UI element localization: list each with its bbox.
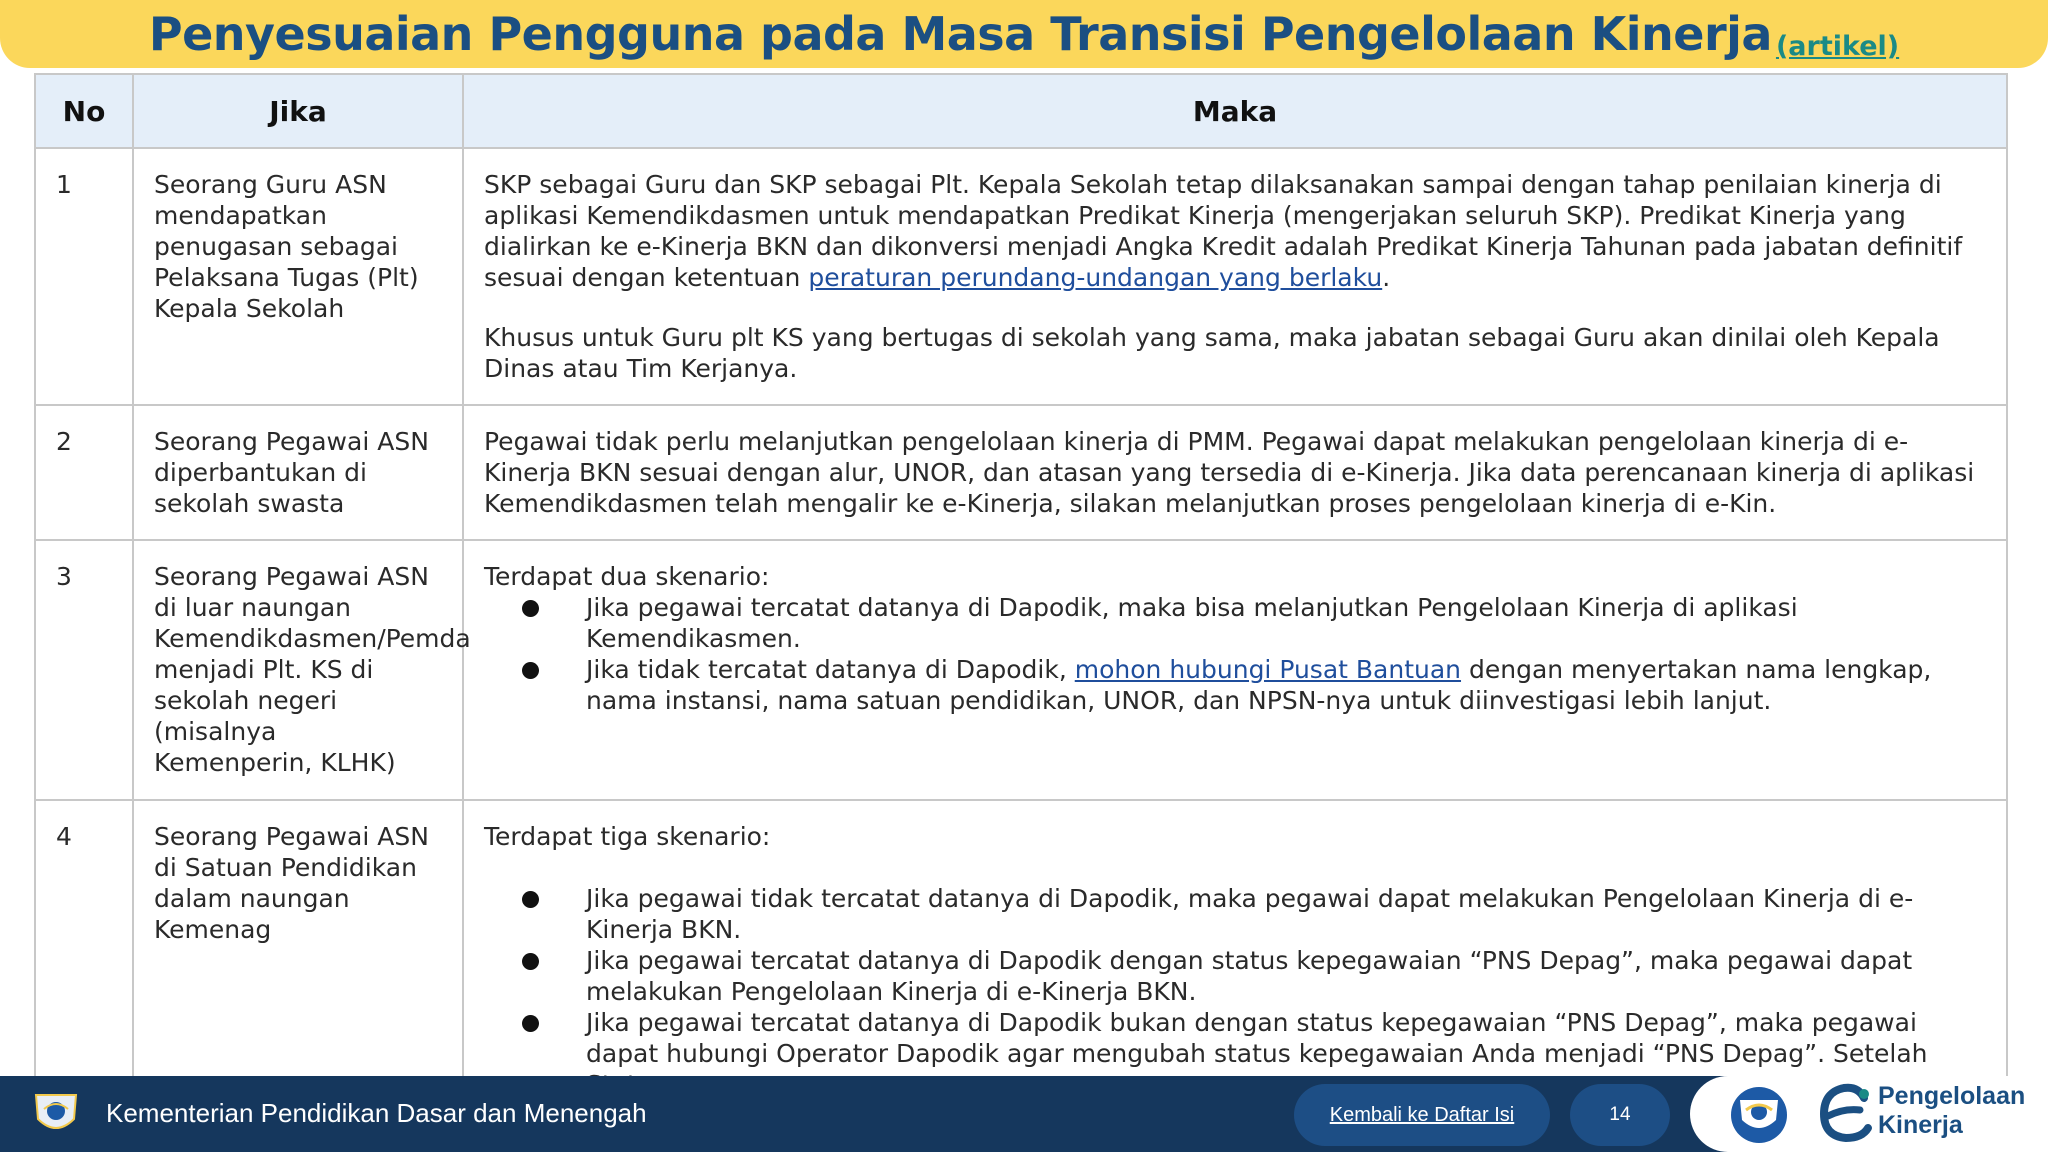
action-text-end: . (1382, 263, 1391, 292)
action-cell (463, 540, 2007, 800)
row-number: 2 (35, 405, 133, 540)
action-paragraph (484, 169, 1986, 293)
ministry-emblem-icon (1726, 1086, 1792, 1148)
article-link[interactable]: (artikel) (1775, 31, 1900, 62)
row-number: 3 (35, 540, 133, 800)
row-number: 4 (35, 800, 133, 1121)
regulation-link[interactable]: peraturan perundang-undangan yang berlaku (808, 263, 1383, 292)
table-header-row (35, 74, 2007, 148)
condition-cell: Seorang Pegawai ASN di Satuan Pendidikan dalam naungan Kemenag (133, 800, 463, 1121)
transition-table (34, 73, 2008, 1122)
page-title: Penyesuaian Pengguna pada Masa Transisi Pengelolaan Kinerja (148, 7, 1772, 61)
action-cell (463, 800, 2007, 1121)
action-cell: Pegawai tidak perlu melanjutkan pengelolaan kinerja di PMM. Pegawai dapat melakukan pengelolaan kinerja di e-Kinerja BKN sesuai dengan alur, UNOR, dan atasan yang tersedia di e-Kinerja. Jika data perencanaan kinerja di aplikasi Kemendikdasmen telah mengalir ke e-Kinerja, silakan melanjutkan proses pengelolaan kinerja di e-Kin. (463, 405, 2007, 540)
column-header-jika: Jika (133, 74, 463, 148)
action-paragraph: Khusus untuk Guru plt KS yang bertugas di sekolah yang sama, maka jabatan sebagai Guru akan dinilai oleh Kepala Dinas atau Tim Kerjanya. (484, 323, 1940, 383)
brand-line-2: Kinerja (1878, 1111, 1963, 1139)
page-number: 14 (1570, 1084, 1670, 1146)
scenario-list (484, 592, 1986, 716)
brand-line-1: Pengelolaan (1878, 1082, 2026, 1110)
condition-cell: Seorang Pegawai ASN di luar naungan Kemendikdasmen/Pemda menjadi Plt. KS di sekolah negeri (misalnya Kemenperin, KLHK) (133, 540, 463, 800)
list-item: Jika pegawai tercatat datanya di Dapodik, maka bisa melanjutkan Pengelolaan Kinerja di aplikasi Kemendikasmen. (522, 592, 1986, 654)
table-row (35, 800, 2007, 1121)
action-cell (463, 148, 2007, 405)
scenario-list (484, 883, 1986, 1100)
table-row (35, 148, 2007, 405)
back-to-toc-button[interactable]: Kembali ke Daftar Isi (1294, 1084, 1550, 1146)
title-bar (0, 0, 2048, 68)
condition-cell: Seorang Guru ASN mendapatkan penugasan sebagai Pelaksana Tugas (Plt) Kepala Sekolah (133, 148, 463, 405)
table-row (35, 540, 2007, 800)
row-number: 1 (35, 148, 133, 405)
brand-panel (1690, 1076, 2048, 1152)
column-header-maka: Maka (463, 74, 2007, 148)
scenario-intro: Terdapat dua skenario: (484, 562, 770, 591)
pengelolaan-kinerja-logo-icon (1814, 1080, 1874, 1152)
column-header-no: No (35, 74, 133, 148)
list-item-text: dengan menyertakan nama lengkap, nama instansi, nama satuan pendidikan, UNOR, dan NPSN-nya untuk diinvestigasi lebih lanjut. (586, 655, 1932, 715)
list-item: Jika pegawai tercatat datanya di Dapodik dengan status kepegawaian “PNS Depag”, maka pegawai dapat melakukan Pengelolaan Kinerja di e-Kinerja BKN. (522, 945, 1986, 1007)
condition-cell: Seorang Pegawai ASN diperbantukan di sekolah swasta (133, 405, 463, 540)
list-item: Jika pegawai tidak tercatat datanya di Dapodik, maka pegawai dapat melakukan Pengelolaan Kinerja di e-Kinerja BKN. (522, 883, 1986, 945)
list-item-text: Jika tidak tercatat datanya di Dapodik, (586, 655, 1075, 684)
table-row (35, 405, 2007, 540)
spacer (484, 852, 1986, 883)
help-center-link[interactable]: mohon hubungi Pusat Bantuan (1074, 655, 1462, 684)
tut-wuri-emblem-icon (30, 1090, 82, 1138)
brand-name (1878, 1082, 2025, 1140)
ministry-name: Kementerian Pendidikan Dasar dan Menengah (106, 1098, 647, 1128)
list-item: Jika pegawai tercatat datanya di Dapodik bukan dengan status kepegawaian “PNS Depag”, maka pegawai dapat hubungi Operator Dapodik agar mengubah status kepegawaian Anda menjadi “PNS Depag”. Setelah (522, 1007, 1986, 1100)
scenario-intro: Terdapat tiga skenario: (484, 822, 771, 851)
list-item (522, 654, 1986, 716)
action-text: SKP sebagai Guru dan SKP sebagai Plt. Kepala Sekolah tetap dilaksanakan sampai dengan tahap penilaian kinerja di aplikasi Kemendikdasmen untuk mendapatkan Predikat Kinerja (mengerjakan seluruh SKP). Predikat Kinerja yang dialirkan ke e-Kinerja BKN dan dikonversi menjadi Angka Kredit adalah Predikat Kinerja Tahunan pada jabatan definitif sesuai dengan ketentuan (484, 170, 1963, 292)
footer-bar (0, 1076, 2048, 1152)
